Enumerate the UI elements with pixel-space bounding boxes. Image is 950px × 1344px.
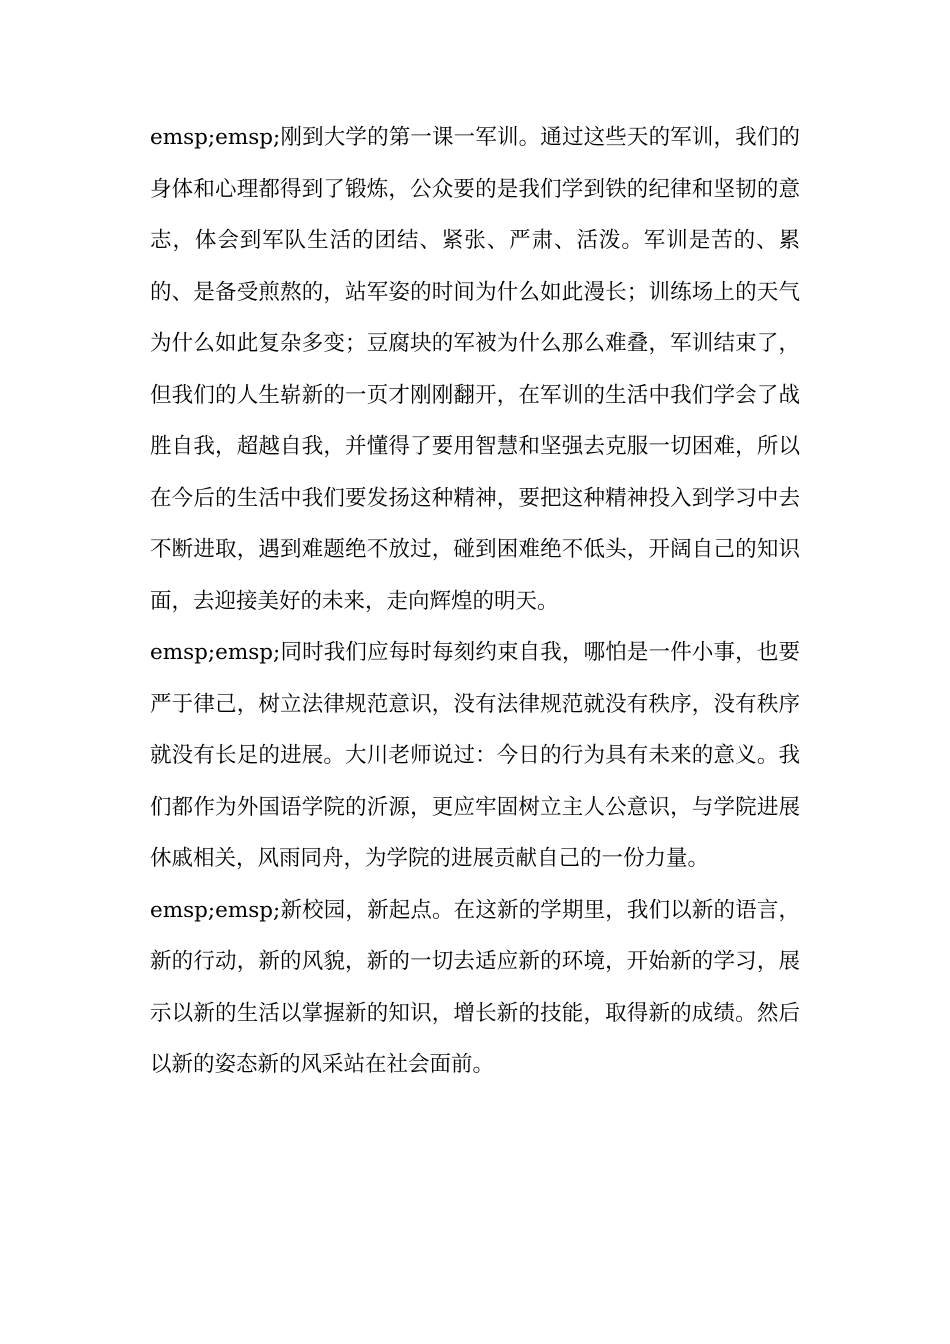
paragraph-new-campus: emsp;emsp;新校园，新起点。在这新的学期里，我们以新的语言，新的行动，新的风貌，新的一切去适应新的环境，开始新的学习，展示以新的生活以掌握新的知识，增长新的技能，取得新的成绩。然后以新的姿态新的风采站在社会面前。 xyxy=(150,897,800,1077)
document-body xyxy=(150,112,800,1091)
paragraph-military-training: emsp;emsp;刚到大学的第一课一军训。通过这些天的军训，我们的身体和心理都得到了锻炼，公众要的是我们学到铁的纪律和坚韧的意志，体会到军队生活的团结、紧张、严肃、活泼。军训是苦的、累的、是备受煎熬的，站军姿的时间为什么如此漫长；训练场上的天气为什么如此复杂多变；豆腐块的军被为什么那么难叠，军训结束了，但我们的人生崭新的一页才刚刚翻开，在军训的生活中我们学会了战胜自我，超越自我，并懂得了要用智慧和坚强去克服一切困难，所以在今后的生活中我们要发扬这种精神，要把这种精神投入到学习中去不断进取，遇到难题绝不放过，碰到困难绝不低头，开阔自己的知识面，去迎接美好的未来，走向辉煌的明天。 xyxy=(150,125,800,614)
paragraph-self-discipline: emsp;emsp;同时我们应每时每刻约束自我，哪怕是一件小事，也要严于律己，树立法律规范意识，没有法律规范就没有秩序，没有秩序就没有长足的进展。大川老师说过：今日的行为具有未来的意义。我们都作为外国语学院的沂源，更应牢固树立主人公意识，与学院进展休戚相关，风雨同舟，为学院的进展贡献自己的一份力量。 xyxy=(150,640,800,871)
